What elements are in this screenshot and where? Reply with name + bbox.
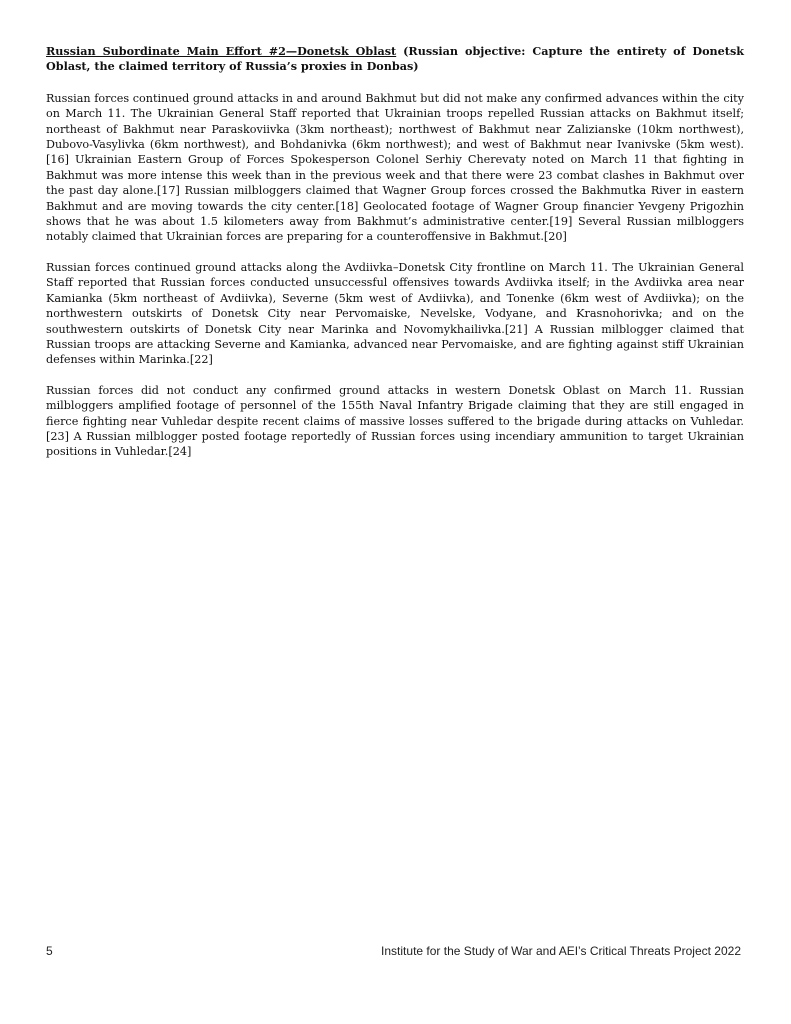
- section-heading: [46, 44, 744, 75]
- paragraph-western-donetsk: Russian forces did not conduct any confirmed ground attacks in western Donetsk Oblast on March 11. Russian milbloggers amplified footage of personnel of the 155th Naval Infantry Brigade claiming that they are still engaged in fierce fighting near Vuhledar despite recent claims of massive losses suffered to the brigade during attacks on Vuhledar.[23] A Russian milblogger posted footage reportedly of Russian forces using incendiary ammunition to target Ukrainian positions in Vuhledar.[24]: [46, 383, 744, 459]
- paragraph-bakhmut: Russian forces continued ground attacks in and around Bakhmut but did not make any confirmed advances within the city on March 11. The Ukrainian General Staff reported that Ukrainian troops repelled Russian attacks on Bakhmut itself; northeast of Bakhmut near Paraskoviivka (3km northeast); northwest of Bakhmut near Zalizianske (10km northwest), Dubovo-Vasylivka (6km northwest), and Bohdanivka (6km northwest); and west of Bakhmut near Ivanivske (5km west).[16] Ukrainian Eastern Group of Forces Spokesperson Colonel Serhiy Cherevaty noted on March 11 that fighting in Bakhmut was more intense this week than in the previous week and that there were 23 combat clashes in Bakhmut over the past day alone.[17] Russian milbloggers claimed that Wagner Group forces crossed the Bakhmutka River in eastern Bakhmut and are moving towards the city center.[18] Geolocated footage of Wagner Group financier Yevgeny Prigozhin shows that he was about 1.5 kilometers away from Bakhmut’s administrative center.[19] Several Russian milbloggers notably claimed that Ukrainian forces are preparing for a counteroffensive in Bakhmut.[20]: [46, 91, 744, 244]
- footer-credit: Institute for the Study of War and AEI’s Critical Threats Project 2022: [381, 944, 741, 958]
- page-number: 5: [46, 944, 53, 958]
- section-heading-objective: (Russian objective: Capture the entirety of Donetsk Oblast, the claimed territory of Russia’s proxies in Donbas): [46, 44, 744, 74]
- section-heading-title: Russian Subordinate Main Effort #2—Donetsk Oblast: [46, 44, 397, 58]
- document-body: [46, 44, 744, 475]
- paragraph-avdiivka: Russian forces continued ground attacks along the Avdiivka–Donetsk City frontline on March 11. The Ukrainian General Staff reported that Russian forces conducted unsuccessful offensives towards Avdiivka itself; in the Avdiivka area near Kamianka (5km northeast of Avdiivka), Severne (5km west of Avdiivka), and Tonenke (6km west of Avdiivka); on the northwestern outskirts of Donetsk City near Pervomaiske, Nevelske, Vodyane, and Krasnohorivka; and on the southwestern outskirts of Donetsk City near Marinka and Novomykhailivka.[21] A Russian milblogger claimed that Russian troops are attacking Severne and Kamianka, advanced near Pervomaiske, and are fighting against stiff Ukrainian defenses within Marinka.[22]: [46, 260, 744, 367]
